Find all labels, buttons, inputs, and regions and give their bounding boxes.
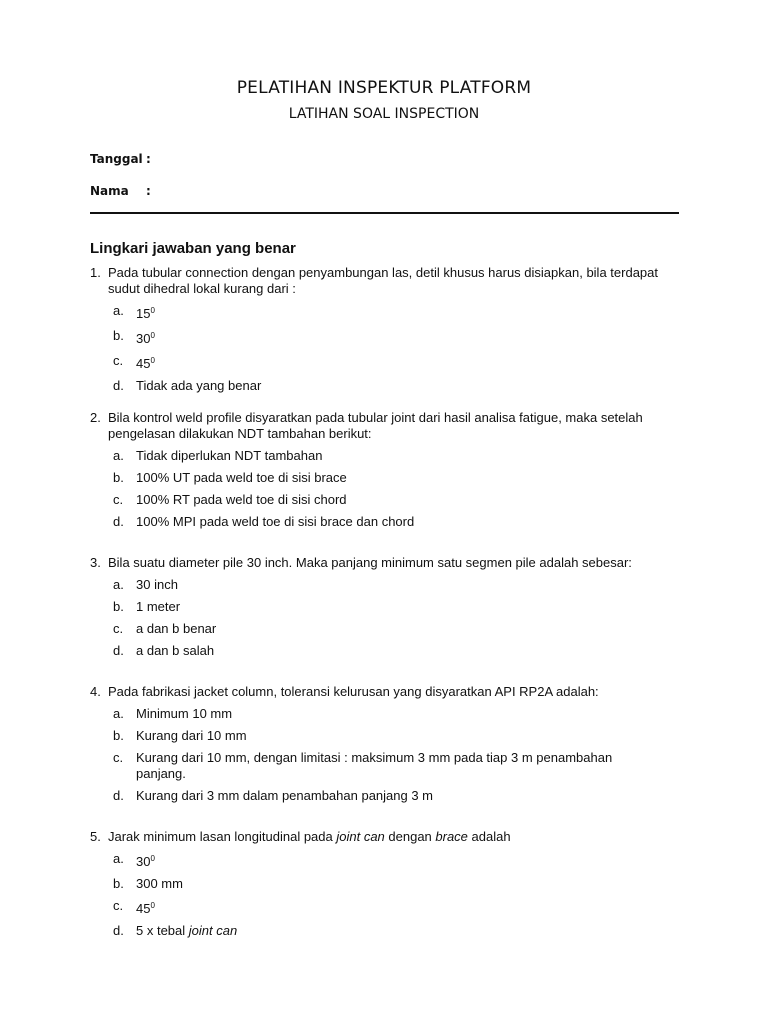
option-text: 45 bbox=[136, 901, 151, 916]
option-letter: c. bbox=[113, 750, 124, 765]
option-letter: b. bbox=[113, 728, 124, 743]
option-superscript: 0 bbox=[150, 331, 155, 340]
question-stem: Pada tubular connection dengan penyambungan las, detil khusus harus disiapkan, bila terdapat sudut dihedral lokal kurang dari : bbox=[108, 265, 658, 296]
option-c[interactable] bbox=[108, 353, 680, 372]
option-a[interactable] bbox=[108, 706, 680, 722]
option-text: Kurang dari 10 mm bbox=[136, 728, 247, 743]
page-subtitle: LATIHAN SOAL INSPECTION bbox=[288, 106, 480, 122]
option-list bbox=[108, 577, 680, 659]
question-4 bbox=[90, 684, 680, 804]
option-letter: d. bbox=[113, 643, 124, 658]
name-label: Nama bbox=[90, 184, 129, 198]
option-text: 100% RT pada weld toe di sisi chord bbox=[136, 492, 347, 507]
option-superscript: 0 bbox=[150, 306, 155, 315]
option-c[interactable] bbox=[108, 750, 680, 782]
question-number: 1. bbox=[90, 265, 101, 280]
option-c[interactable] bbox=[108, 492, 680, 508]
option-c[interactable] bbox=[108, 621, 680, 637]
option-superscript: 0 bbox=[150, 901, 155, 910]
question-3 bbox=[90, 555, 680, 659]
option-letter: b. bbox=[113, 876, 124, 891]
option-text: Kurang dari 10 mm, dengan limitasi : maksimum 3 mm pada tiap 3 m penambahan panjang. bbox=[136, 750, 613, 781]
option-a[interactable] bbox=[108, 448, 680, 464]
option-b[interactable] bbox=[108, 876, 680, 892]
option-letter: a. bbox=[113, 706, 124, 721]
option-letter: a. bbox=[113, 448, 124, 463]
name-field bbox=[90, 184, 151, 198]
option-text: a dan b benar bbox=[136, 621, 217, 636]
option-d[interactable] bbox=[108, 514, 680, 530]
question-number: 2. bbox=[90, 410, 101, 425]
option-superscript: 0 bbox=[150, 356, 155, 365]
page-title: PELATIHAN INSPEKTUR PLATFORM bbox=[236, 78, 532, 98]
option-letter: b. bbox=[113, 599, 124, 614]
stem-part: Jarak minimum lasan longitudinal pada bbox=[108, 829, 337, 844]
option-text: Minimum 10 mm bbox=[136, 706, 233, 721]
option-d[interactable] bbox=[108, 923, 680, 939]
option-list bbox=[108, 706, 680, 804]
option-text: 100% UT pada weld toe di sisi brace bbox=[136, 470, 347, 485]
option-superscript: 0 bbox=[150, 854, 155, 863]
option-text: 300 mm bbox=[136, 876, 183, 891]
option-b[interactable] bbox=[108, 328, 680, 347]
option-letter: d. bbox=[113, 378, 124, 393]
option-text: 5 x tebal bbox=[136, 923, 189, 938]
option-text: a dan b salah bbox=[136, 643, 215, 658]
option-text: 1 meter bbox=[136, 599, 181, 614]
option-emphasis-joint-can: joint can bbox=[188, 923, 238, 938]
option-text: 30 inch bbox=[136, 577, 178, 592]
option-text: Tidak ada yang benar bbox=[136, 378, 262, 393]
stem-part: adalah bbox=[467, 829, 511, 844]
question-1 bbox=[90, 265, 680, 394]
date-colon: : bbox=[146, 152, 151, 166]
question-number: 4. bbox=[90, 684, 101, 699]
option-list bbox=[108, 303, 680, 394]
question-stem bbox=[108, 829, 680, 845]
name-colon: : bbox=[146, 184, 151, 198]
option-b[interactable] bbox=[108, 728, 680, 744]
instruction-heading: Lingkari jawaban yang benar bbox=[90, 240, 296, 257]
option-letter: d. bbox=[113, 923, 124, 938]
option-a[interactable] bbox=[108, 851, 680, 870]
option-letter: d. bbox=[113, 788, 124, 803]
option-letter: a. bbox=[113, 851, 124, 866]
option-text: 45 bbox=[136, 356, 151, 371]
question-2 bbox=[90, 410, 680, 530]
question-stem: Pada fabrikasi jacket column, toleransi kelurusan yang disyaratkan API RP2A adalah: bbox=[108, 684, 599, 699]
stem-emphasis-joint-can: joint can bbox=[336, 829, 385, 844]
option-text: 30 bbox=[136, 854, 151, 869]
option-text: Kurang dari 3 mm dalam penambahan panjang 3 m bbox=[136, 788, 434, 803]
option-letter: d. bbox=[113, 514, 124, 529]
option-b[interactable] bbox=[108, 599, 680, 615]
option-letter: a. bbox=[113, 303, 124, 318]
question-number: 3. bbox=[90, 555, 101, 570]
option-letter: c. bbox=[113, 898, 124, 913]
option-letter: c. bbox=[113, 492, 124, 507]
option-a[interactable] bbox=[108, 303, 680, 322]
option-d[interactable] bbox=[108, 643, 680, 659]
stem-part: dengan bbox=[384, 829, 436, 844]
option-list bbox=[108, 448, 680, 530]
option-c[interactable] bbox=[108, 898, 680, 917]
option-letter: b. bbox=[113, 470, 124, 485]
option-b[interactable] bbox=[108, 470, 680, 486]
option-d[interactable] bbox=[108, 378, 680, 394]
option-text: 30 bbox=[136, 331, 151, 346]
date-field bbox=[90, 152, 151, 166]
option-letter: b. bbox=[113, 328, 124, 343]
question-stem: Bila suatu diameter pile 30 inch. Maka panjang minimum satu segmen pile adalah sebesar: bbox=[108, 555, 632, 570]
option-list bbox=[108, 851, 680, 939]
option-letter: a. bbox=[113, 577, 124, 592]
option-a[interactable] bbox=[108, 577, 680, 593]
option-text: Tidak diperlukan NDT tambahan bbox=[136, 448, 323, 463]
stem-emphasis-brace: brace bbox=[435, 829, 468, 844]
option-text: 15 bbox=[136, 306, 151, 321]
option-text: 100% MPI pada weld toe di sisi brace dan chord bbox=[136, 514, 415, 529]
date-label: Tanggal bbox=[90, 152, 143, 166]
option-d[interactable] bbox=[108, 788, 680, 804]
question-number: 5. bbox=[90, 829, 101, 844]
option-letter: c. bbox=[113, 621, 124, 636]
question-5 bbox=[90, 829, 680, 939]
option-letter: c. bbox=[113, 353, 124, 368]
header-divider bbox=[90, 212, 679, 214]
question-stem: Bila kontrol weld profile disyaratkan pada tubular joint dari hasil analisa fatigue, maka setelah pengelasan dilakukan NDT tambahan berikut: bbox=[108, 410, 643, 441]
